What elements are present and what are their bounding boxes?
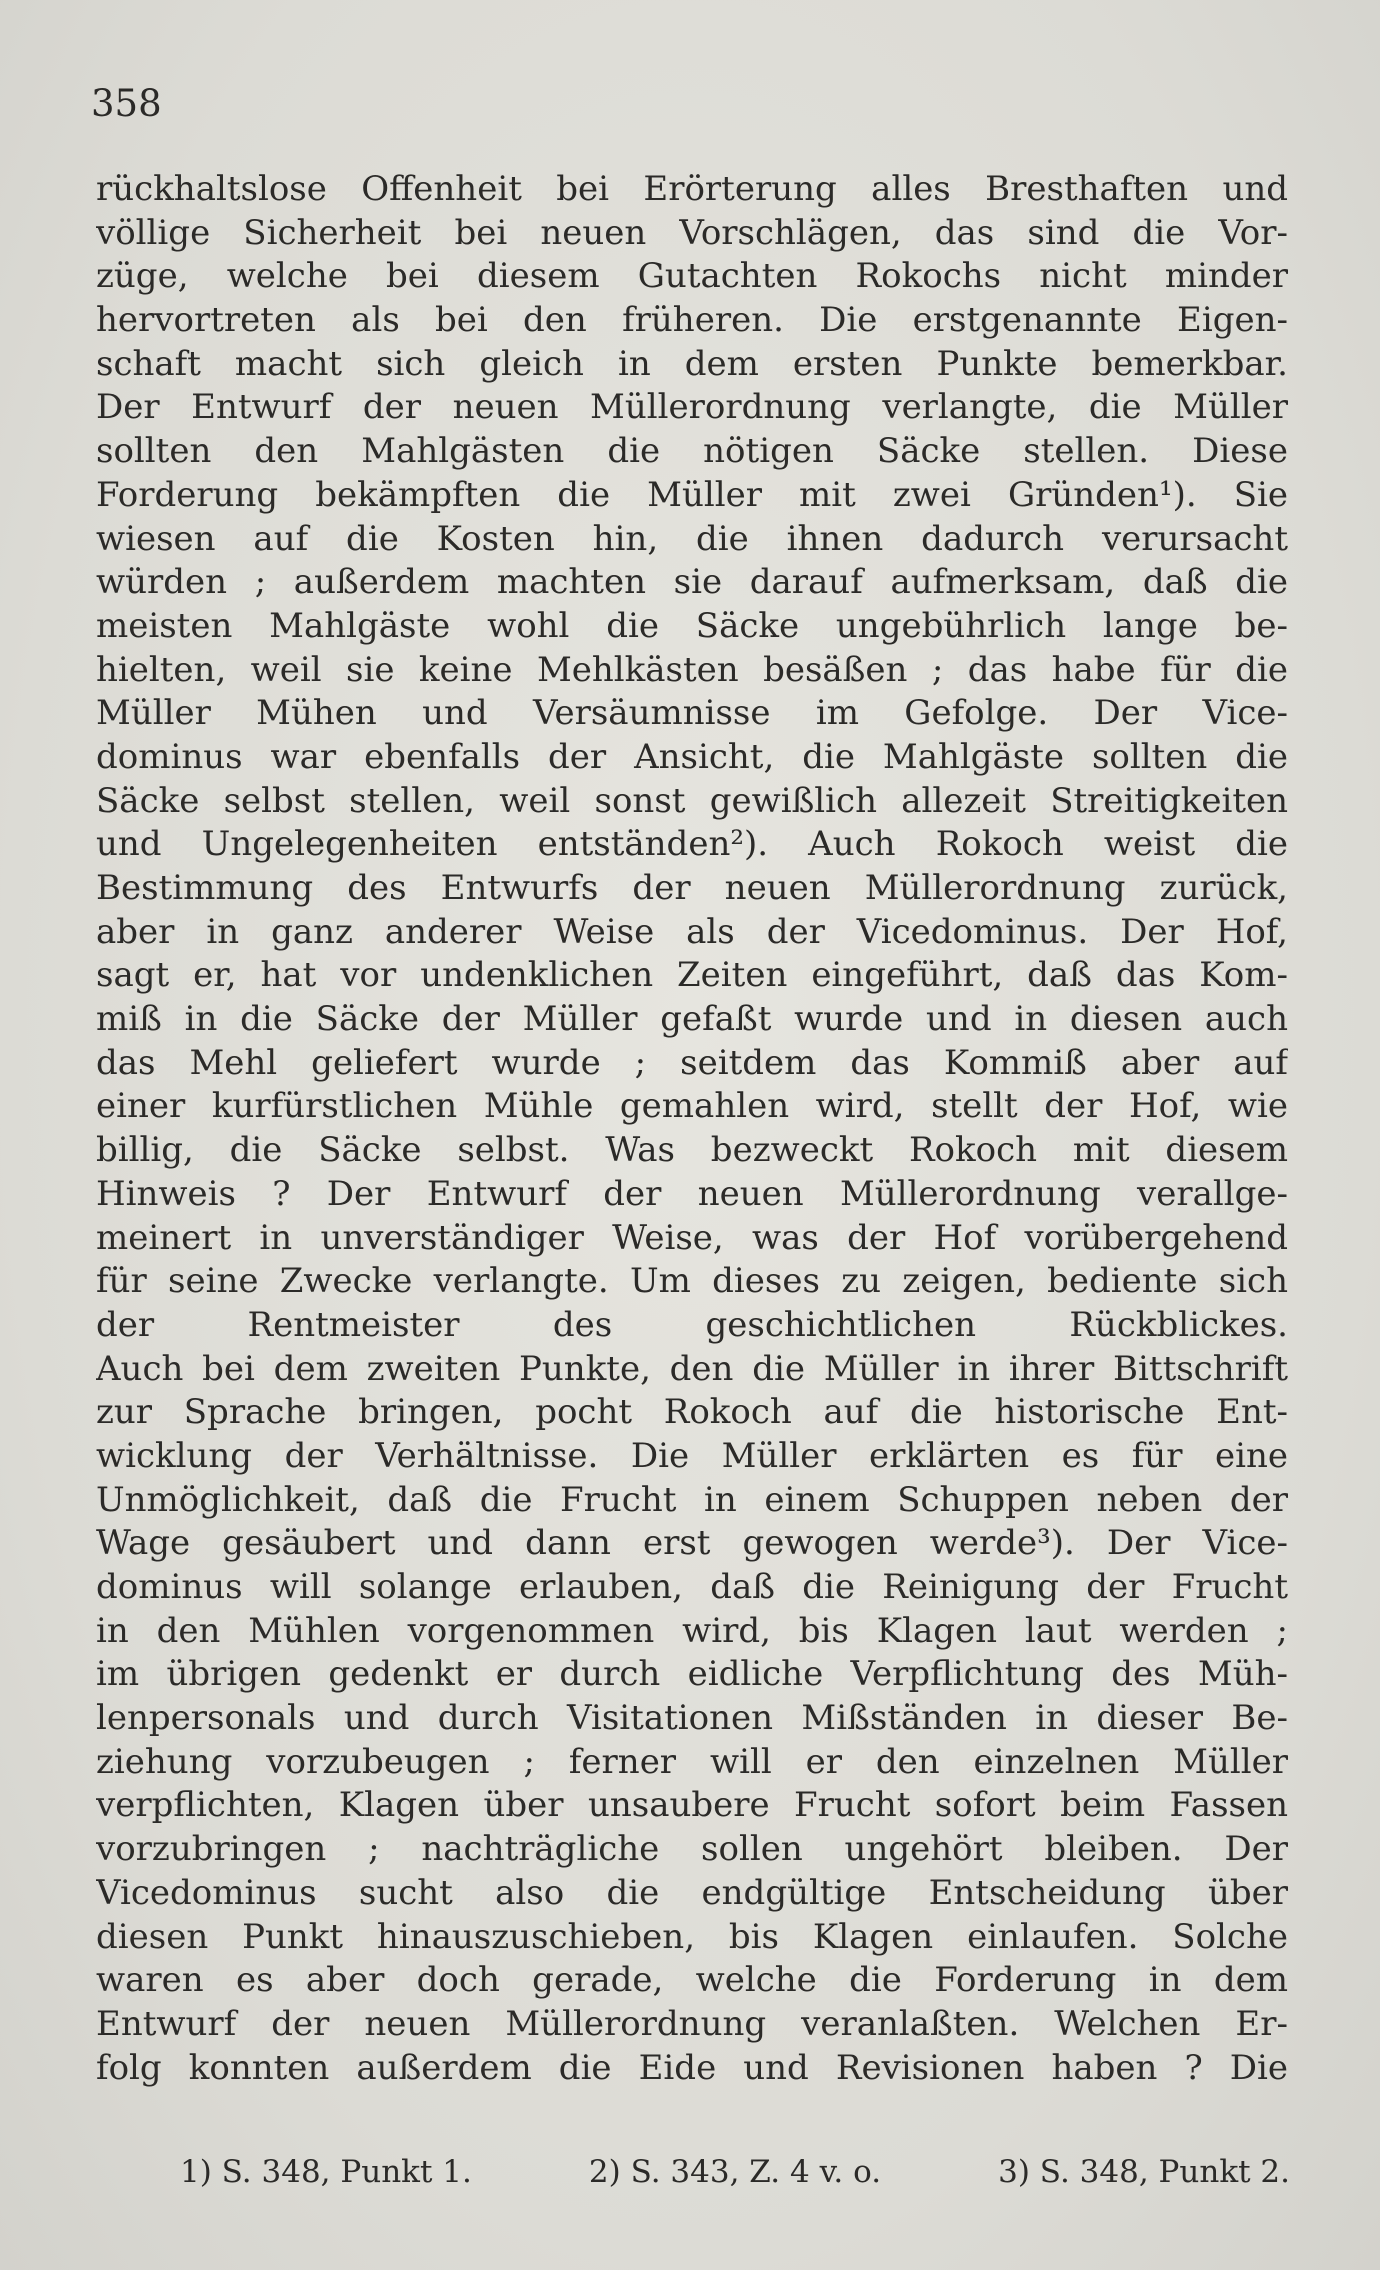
text-line: verpflichten, Klagen über unsaubere Frucht sofort beim Fassen (96, 1785, 1288, 1826)
text-line: wicklung der Verhältnisse. Die Müller erklärten es für eine (96, 1435, 1288, 1476)
text-line: folg konnten außerdem die Eide und Revisionen haben ? Die (96, 2047, 1288, 2088)
text-line: Unmöglichkeit, daß die Frucht in einem Schuppen neben der (96, 1479, 1288, 1520)
text-line: züge, welche bei diesem Gutachten Rokochs nicht minder (96, 256, 1288, 297)
text-line: Entwurf der neuen Müllerordnung veranlaßten. Welchen Er- (96, 2003, 1288, 2044)
text-line: Bestimmung des Entwurfs der neuen Müllerordnung zurück, (96, 868, 1288, 908)
text-line: hielten, weil sie keine Mehlkästen besäßen ; das habe für die (96, 649, 1288, 690)
text-line: einer kurfürstlichen Mühle gemahlen wird, stellt der Hof, wie (96, 1086, 1288, 1127)
text-line: ziehung vorzubeugen ; ferner will er den einzelnen Müller (96, 1741, 1288, 1782)
text-line: dominus war ebenfalls der Ansicht, die Mahlgäste sollten die (96, 736, 1288, 777)
text-line: Forderung bekämpften die Müller mit zwei Gründen¹). Sie (96, 474, 1288, 515)
text-line: sollten den Mahlgästen die nötigen Säcke stellen. Diese (96, 431, 1288, 472)
text-line: Der Entwurf der neuen Müllerordnung verlangte, die Müller (96, 387, 1288, 428)
text-line: für seine Zwecke verlangte. Um dieses zu zeigen, bediente sich (96, 1261, 1288, 1302)
page-number: 358 (91, 82, 162, 125)
text-line: Säcke selbst stellen, weil sonst gewißlich allezeit Streitigkeiten (96, 780, 1288, 821)
text-line: zur Sprache bringen, pocht Rokoch auf die historische Ent- (96, 1392, 1288, 1433)
footnote: 1) S. 348, Punkt 1. (180, 2154, 472, 2190)
text-line: Wage gesäubert und dann erst gewogen werde³). Der Vice- (96, 1523, 1288, 1564)
text-line: der Rentmeister des geschichtlichen Rückblickes. (96, 1304, 1288, 1345)
text-line: sagt er, hat vor undenklichen Zeiten eingeführt, daß das Kom- (96, 955, 1288, 996)
text-line: billig, die Säcke selbst. Was bezweckt Rokoch mit diesem (96, 1130, 1288, 1171)
text-line: wiesen auf die Kosten hin, die ihnen dadurch verursacht (96, 518, 1288, 559)
footnote: 3) S. 348, Punkt 2. (998, 2154, 1290, 2190)
text-line: meinert in unverständiger Weise, was der Hof vorübergehend (96, 1217, 1288, 1258)
text-line: Müller Mühen und Versäumnisse im Gefolge. Der Vice- (96, 693, 1288, 734)
text-line: schaft macht sich gleich in dem ersten Punkte bemerkbar. (96, 343, 1288, 384)
text-line: waren es aber doch gerade, welche die Forderung in dem (96, 1960, 1288, 2001)
text-line: im übrigen gedenkt er durch eidliche Verpflichtung des Müh- (96, 1654, 1288, 1695)
text-line: und Ungelegenheiten entständen²). Auch Rokoch weist die (96, 824, 1288, 865)
text-line: lenpersonals und durch Visitationen Mißständen in dieser Be- (96, 1698, 1288, 1739)
text-line: dominus will solange erlauben, daß die Reinigung der Frucht (96, 1567, 1288, 1607)
text-line: Vicedominus sucht also die endgültige Entscheidung über (96, 1872, 1288, 1913)
text-line: rückhaltslose Offenheit bei Erörterung alles Bresthaften und (96, 169, 1288, 209)
text-line: aber in ganz anderer Weise als der Vicedominus. Der Hof, (96, 911, 1288, 952)
text-line: würden ; außerdem machten sie darauf aufmerksam, daß die (96, 562, 1288, 603)
text-line: Hinweis ? Der Entwurf der neuen Müllerordnung verallge- (96, 1173, 1288, 1214)
text-line: diesen Punkt hinauszuschieben, bis Klagen einlaufen. Solche (96, 1916, 1288, 1957)
text-line: Auch bei dem zweiten Punkte, den die Müller in ihrer Bittschrift (96, 1348, 1288, 1389)
text-line: das Mehl geliefert wurde ; seitdem das Kommiß aber auf (96, 1042, 1288, 1083)
text-line: meisten Mahlgäste wohl die Säcke ungebührlich lange be- (96, 605, 1288, 646)
text-line: in den Mühlen vorgenommen wird, bis Klagen laut werden ; (96, 1610, 1288, 1651)
text-line: miß in die Säcke der Müller gefaßt wurde und in diesen auch (96, 999, 1288, 1040)
body-text (96, 168, 1288, 2090)
text-line: völlige Sicherheit bei neuen Vorschlägen, das sind die Vor- (96, 212, 1288, 253)
footnote: 2) S. 343, Z. 4 v. o. (588, 2154, 882, 2190)
text-line: vorzubringen ; nachträgliche sollen ungehört bleiben. Der (96, 1829, 1288, 1870)
text-line: hervortreten als bei den früheren. Die erstgenannte Eigen- (96, 300, 1288, 341)
footnotes (180, 2150, 1290, 2194)
